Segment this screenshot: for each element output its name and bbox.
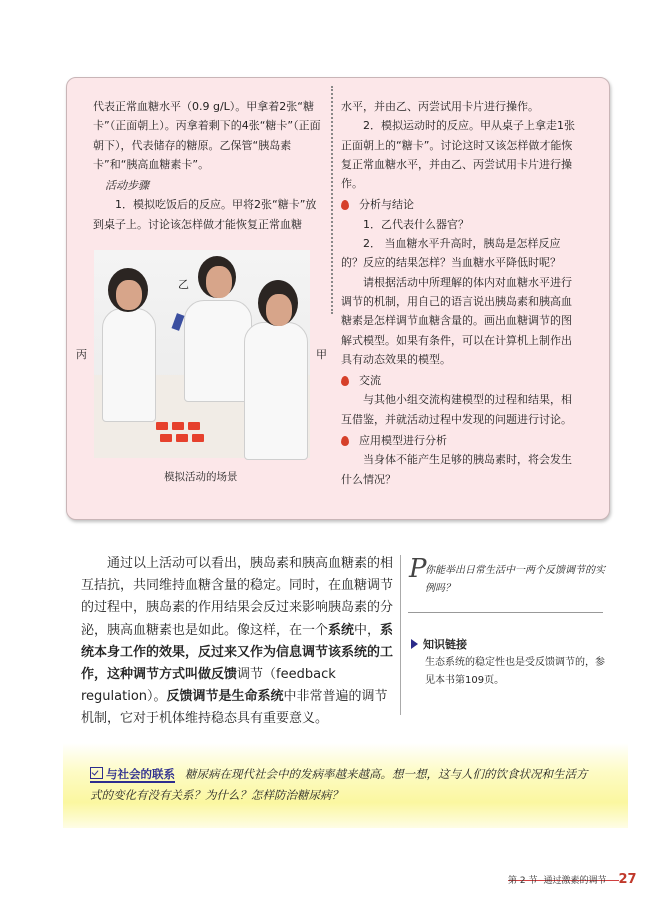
term-system: 系统 bbox=[328, 622, 355, 638]
sugar-card bbox=[156, 422, 168, 430]
sidebar-divider bbox=[408, 612, 603, 613]
society-label bbox=[90, 767, 175, 783]
society-label-text: 与社会的联系 bbox=[106, 767, 175, 781]
sidebar-question-text: 你能举出日常生活中一两个反馈调节的实例吗？ bbox=[425, 565, 605, 594]
student-bing bbox=[102, 308, 156, 422]
sugar-card bbox=[188, 422, 200, 430]
page-number: 27 bbox=[618, 872, 637, 887]
step1-text: 1．模拟吃饭后的反应。甲将2张“糖卡”放到桌子上。讨论该怎样做才能恢复正常血糖 bbox=[93, 198, 317, 231]
main-text-d: 调节（feedback regulation）。 bbox=[81, 667, 336, 705]
sugar-card bbox=[172, 422, 184, 430]
sugar-card bbox=[160, 434, 172, 442]
sugar-card bbox=[176, 434, 188, 442]
student-yi bbox=[184, 300, 252, 402]
society-text-block bbox=[90, 764, 590, 806]
student-yi-face bbox=[206, 266, 232, 298]
apply-title: 应用模型进行分析 bbox=[359, 434, 447, 448]
page-footer bbox=[508, 872, 637, 887]
activity-intro-paragraph: 代表正常血糖水平（0.9 g/L）。甲拿着2张“糖卡”（正面朝上）。丙拿着剩下的4张“糖卡”（正面朝下），代表储存的糖原。乙保管“胰岛素卡”和“胰高血糖素卡”。 bbox=[93, 100, 321, 171]
knowledge-link-heading bbox=[411, 636, 467, 652]
checkbox-icon bbox=[90, 767, 103, 779]
drop-icon bbox=[341, 200, 349, 210]
label-jia: 甲 bbox=[316, 348, 327, 361]
exchange-paragraph: 与其他小组交流构建模型的过程和结果，相互借鉴，并就活动过程中发现的问题进行讨论。 bbox=[341, 393, 572, 426]
knowledge-link-title: 知识链接 bbox=[423, 638, 467, 651]
main-text-c: 中， bbox=[354, 622, 381, 638]
photo-caption: 模拟活动的场景 bbox=[164, 471, 238, 483]
sugar-card bbox=[192, 434, 204, 442]
knowledge-link-text: 生态系统的稳定性也是受反馈调节的，参见本书第109页。 bbox=[425, 657, 605, 686]
analysis-q2: 2． 当血糖水平升高时，胰岛是怎样反应的？反应的结果怎样？当血糖水平降低时呢？ bbox=[341, 237, 561, 270]
exchange-heading bbox=[341, 371, 581, 390]
apply-heading bbox=[341, 431, 581, 450]
society-text: 糖尿病在现代社会中的发病率越来越高。想一想，这与人们的饮食状况和生活方式的变化有没有关系？为什么？怎样防治糖尿病？ bbox=[90, 767, 588, 802]
label-bing: 丙 bbox=[76, 348, 87, 361]
column-divider bbox=[331, 86, 333, 314]
drop-icon bbox=[341, 436, 349, 446]
main-paragraph bbox=[81, 553, 396, 731]
main-text-a: 通过以上活动可以看出，胰岛素和胰高血糖素的相互拮抗，共同维持血糖含量的稳定。同时，在血糖调节的过程中，胰岛素的作用结果会反过来影响胰岛素的分泌，胰高血糖素也是如此。像这样，在一个 bbox=[81, 556, 394, 638]
activity-right-column bbox=[341, 97, 581, 489]
analysis-heading bbox=[341, 195, 581, 214]
drop-icon bbox=[341, 376, 349, 386]
apply-paragraph: 当身体不能产生足够的胰岛素时，将会发生什么情况？ bbox=[341, 453, 572, 486]
student-jia-face bbox=[266, 294, 292, 326]
step1-continued: 水平，并由乙、丙尝试用卡片进行操作。 bbox=[341, 100, 539, 113]
sidebar-question bbox=[405, 554, 605, 598]
exchange-title: 交流 bbox=[359, 374, 381, 388]
step2-text: 2．模拟运动时的反应。甲从桌子上拿走1张正面朝上的“糖卡”。讨论这时又该怎样做才能恢复正常血糖水平，并由乙、丙尝试用卡片进行操作。 bbox=[341, 119, 575, 191]
term-system-self: 系统本身工作的效果，反过来又作为信息调节该系统的工作，这种调节方式叫做 bbox=[81, 622, 394, 683]
student-bing-face bbox=[116, 280, 142, 310]
term-feedback: 反馈 bbox=[211, 667, 238, 683]
term-feedback-regulation: 反馈调节是生命系统 bbox=[166, 689, 284, 705]
steps-heading: 活动步骤 bbox=[105, 179, 149, 193]
question-p-icon: P bbox=[409, 554, 427, 584]
held-card bbox=[172, 313, 185, 331]
student-jia bbox=[244, 322, 308, 460]
triangle-icon bbox=[411, 639, 418, 649]
analysis-paragraph: 请根据活动中所理解的体内对血糖水平进行调节的机制，用自己的语言说出胰岛素和胰高血糖素是怎样调节血糖含量的。画出血糖调节的图解式模型。如果有条件，可以在计算机上制作出具有动态效果的模型。 bbox=[341, 275, 572, 366]
sidebar-rule bbox=[400, 555, 401, 715]
footer-section: 第 2 节 bbox=[508, 876, 538, 886]
footer-title: 通过激素的调节 bbox=[543, 876, 607, 886]
analysis-q1: 1．乙代表什么器官？ bbox=[363, 217, 469, 231]
activity-photo bbox=[94, 250, 310, 458]
label-yi: 乙 bbox=[178, 278, 189, 291]
analysis-title: 分析与结论 bbox=[359, 198, 414, 212]
main-text-e: 中非常普遍的调节机制，它对于机体维持稳态具有重要意义。 bbox=[81, 689, 388, 727]
activity-left-column bbox=[93, 97, 325, 234]
